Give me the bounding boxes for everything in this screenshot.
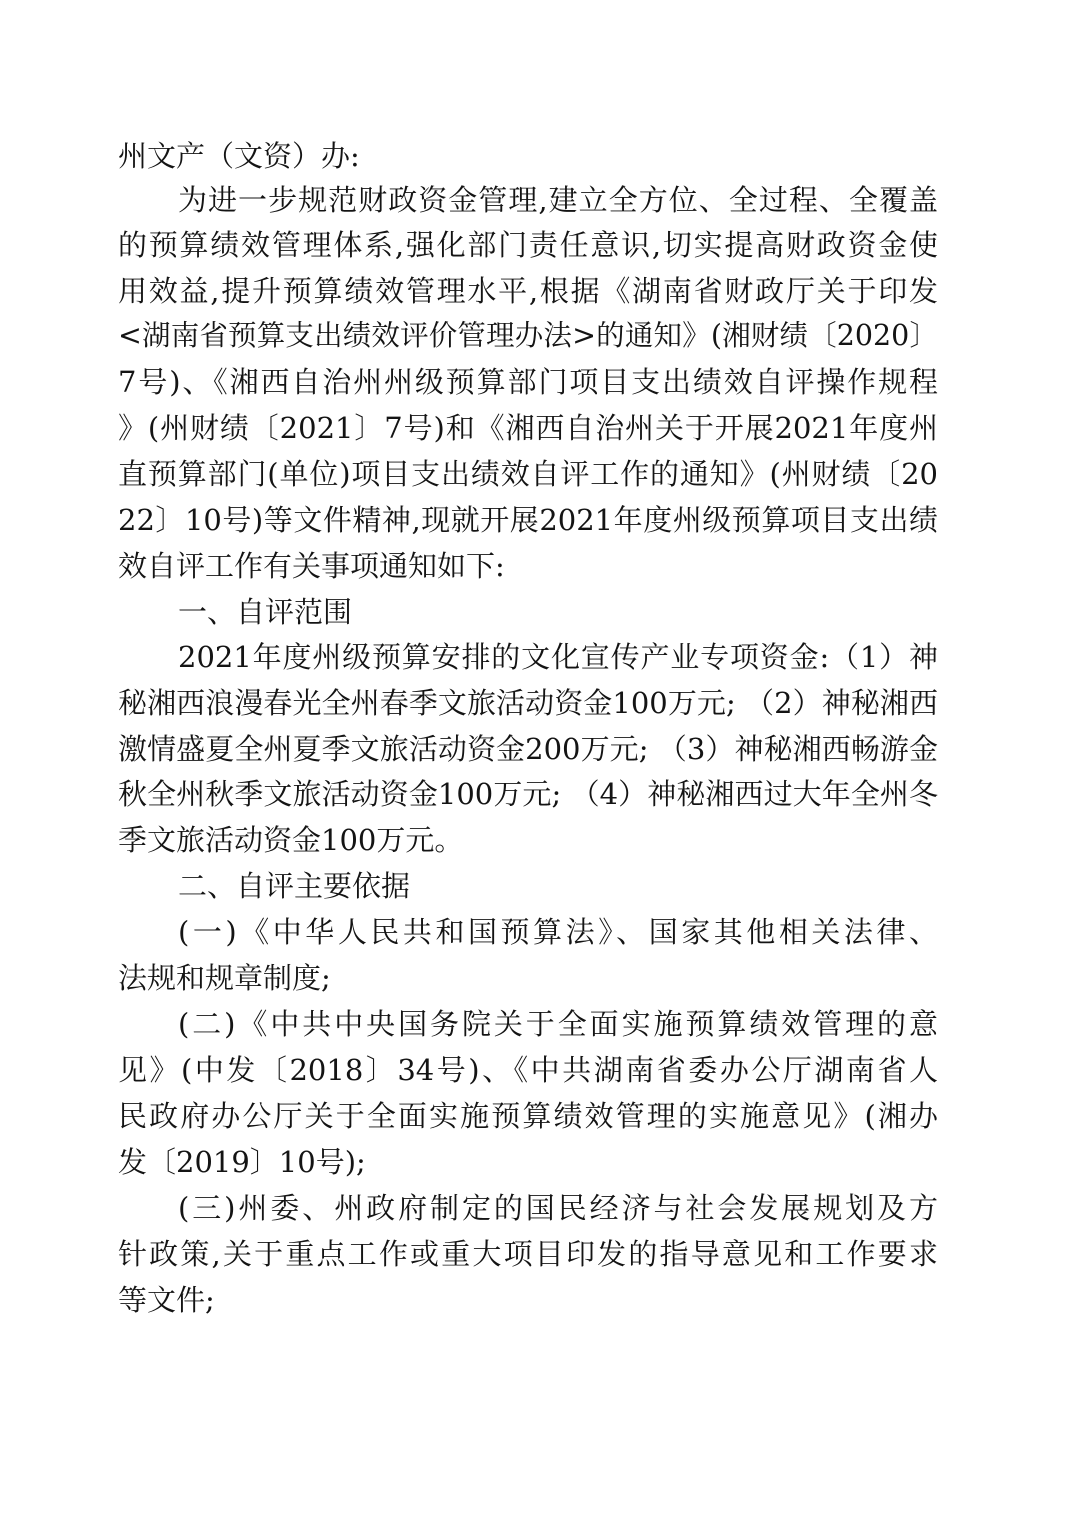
intro-line: 直预算部门(单位)项目支出绩效自评工作的通知》(州财绩〔20 <box>118 457 938 491</box>
section-1-line: 秋全州秋季文旅活动资金100万元; （4）神秘湘西过大年全州冬 <box>118 777 938 811</box>
intro-line: 》(州财绩〔2021〕7号)和《湘西自治州关于开展2021年度州 <box>118 411 938 445</box>
section-1-line: 激情盛夏全州夏季文旅活动资金200万元; （3）神秘湘西畅游金 <box>118 732 938 766</box>
intro-line: 为进一步规范财政资金管理,建立全方位、全过程、全覆盖 <box>178 183 938 217</box>
section-1-line: 2021年度州级预算安排的文化宣传产业专项资金:（1）神 <box>178 640 938 674</box>
intro-line: 7号)、《湘西自治州州级预算部门项目支出绩效自评操作规程 <box>118 365 938 399</box>
intro-line: 的预算绩效管理体系,强化部门责任意识,切实提高财政资金使 <box>118 228 938 262</box>
section-2-line: (三)州委、州政府制定的国民经济与社会发展规划及方 <box>178 1191 938 1225</box>
section-2-line: (二)《中共中央国务院关于全面实施预算绩效管理的意 <box>178 1007 938 1041</box>
section-2-line: 等文件; <box>118 1283 215 1317</box>
intro-line: 22〕10号)等文件精神,现就开展2021年度州级预算项目支出绩 <box>118 503 938 537</box>
section-2-line: (一)《中华人民共和国预算法》、国家其他相关法律、 <box>178 915 938 949</box>
section-2-line: 法规和规章制度; <box>118 961 331 995</box>
section-1-title: 一、自评范围 <box>178 595 353 629</box>
section-2-title: 二、自评主要依据 <box>178 869 411 903</box>
intro-line: 效自评工作有关事项通知如下: <box>118 549 505 583</box>
intro-line: <湖南省预算支出绩效评价管理办法>的通知》(湘财绩〔2020〕 <box>118 319 938 352</box>
section-2-line: 发〔2019〕10号); <box>118 1145 366 1179</box>
section-1-line: 季文旅活动资金100万元。 <box>118 823 464 857</box>
section-1-line: 秘湘西浪漫春光全州春季文旅活动资金100万元; （2）神秘湘西 <box>118 686 938 720</box>
section-2-line: 民政府办公厅关于全面实施预算绩效管理的实施意见》(湘办 <box>118 1099 938 1133</box>
section-2-line: 见》(中发〔2018〕34号)、《中共湖南省委办公厅湖南省人 <box>118 1053 938 1087</box>
intro-line: 用效益,提升预算绩效管理水平,根据《湖南省财政厅关于印发 <box>118 274 938 308</box>
salutation: 州文产（文资）办: <box>118 139 360 173</box>
section-2-line: 针政策,关于重点工作或重大项目印发的指导意见和工作要求 <box>118 1237 938 1271</box>
